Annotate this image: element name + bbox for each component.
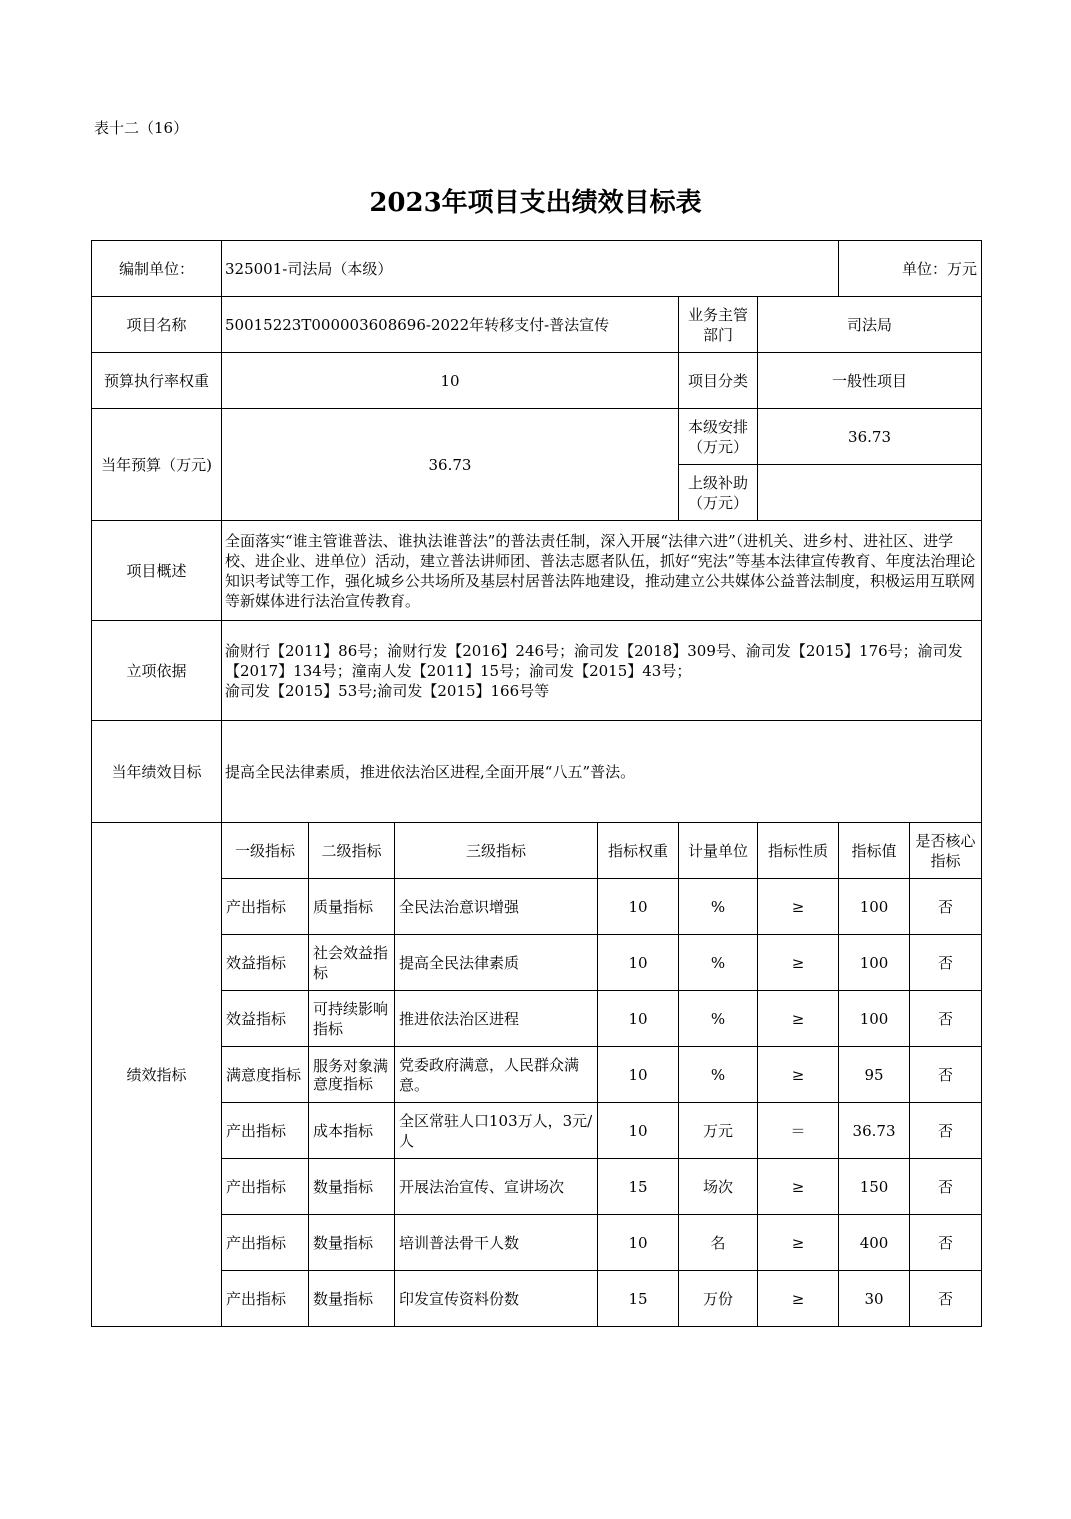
goal-value: 提高全民法律素质，推进依法治区进程,全面开展“八五”普法。 (222, 721, 982, 823)
overview-value: 全面落实“谁主管谁普法、谁执法谁普法”的普法责任制，深入开展“法律六进”（进机关、进乡村、进社区、进学校、进企业、进单位）活动，建立普法讲师团、普法志愿者队伍，抓好“宪法”等基本法律宣传教育、年度法治理论知识考试等工作，强化城乡公共场所及基层村居普法阵地建设，推动建立公共媒体公益普法制度，积极运用互联网等新媒体进行法治宣传教育。 (222, 521, 982, 621)
cell-l3: 开展法治宣传、宣讲场次 (395, 1159, 598, 1215)
cell-value: 100 (839, 935, 910, 991)
cell-l2: 数量指标 (309, 1271, 395, 1327)
cell-nature: ≥ (758, 1215, 839, 1271)
cell-weight: 15 (598, 1159, 679, 1215)
cell-core: 否 (910, 879, 982, 935)
table-row (92, 1047, 982, 1103)
table-row (92, 1271, 982, 1327)
cell-l3: 提高全民法律素质 (395, 935, 598, 991)
budget-label: 当年预算（万元) (92, 409, 222, 521)
cell-nature: ≥ (758, 1271, 839, 1327)
cell-l2: 服务对象满意度指标 (309, 1047, 395, 1103)
table-row (92, 991, 982, 1047)
cell-weight: 10 (598, 879, 679, 935)
budget-value: 36.73 (222, 409, 679, 521)
column-header: 指标性质 (758, 823, 839, 879)
column-header: 指标值 (839, 823, 910, 879)
cell-value: 100 (839, 879, 910, 935)
cell-weight: 10 (598, 1103, 679, 1159)
performance-table (91, 240, 982, 1327)
cell-l3: 全区常驻人口103万人，3元/人 (395, 1103, 598, 1159)
local-value: 36.73 (758, 409, 982, 465)
cell-core: 否 (910, 1215, 982, 1271)
indicators-section-label: 绩效指标 (92, 823, 222, 1327)
cell-l1: 产出指标 (222, 879, 309, 935)
cell-l2: 社会效益指标 (309, 935, 395, 991)
cell-l1: 产出指标 (222, 1215, 309, 1271)
cell-l1: 产出指标 (222, 1103, 309, 1159)
cell-core: 否 (910, 1271, 982, 1327)
column-header: 指标权重 (598, 823, 679, 879)
cell-core: 否 (910, 1047, 982, 1103)
cell-l1: 产出指标 (222, 1159, 309, 1215)
cell-unit: 万份 (679, 1271, 758, 1327)
cell-unit: % (679, 1047, 758, 1103)
upper-label: 上级补助（万元） (679, 465, 758, 521)
dept-value: 司法局 (758, 297, 982, 353)
cell-l3: 推进依法治区进程 (395, 991, 598, 1047)
cell-l3: 党委政府满意，人民群众满意。 (395, 1047, 598, 1103)
page-title: 2023年项目支出绩效目标表 (369, 188, 702, 218)
cell-l3: 全民法治意识增强 (395, 879, 598, 935)
unit-label: 编制单位： (92, 241, 222, 297)
basis-line-1: 渝财行【2011】86号；渝财行发【2016】246号；渝司发【2018】309号、渝司发【2015】176号；渝司发【2017】134号；潼南人发【2011】15号；渝司发【2015】43号； (225, 641, 963, 680)
category-value: 一般性项目 (758, 353, 982, 409)
cell-l1: 效益指标 (222, 935, 309, 991)
basis-line-2: 渝司发【2015】53号;渝司发【2015】166号等 (225, 681, 550, 700)
cell-l2: 数量指标 (309, 1215, 395, 1271)
cell-core: 否 (910, 935, 982, 991)
cell-l1: 满意度指标 (222, 1047, 309, 1103)
cell-unit: % (679, 991, 758, 1047)
column-header: 二级指标 (309, 823, 395, 879)
cell-value: 95 (839, 1047, 910, 1103)
cell-l3: 印发宣传资料份数 (395, 1271, 598, 1327)
cell-value: 30 (839, 1271, 910, 1327)
cell-value: 100 (839, 991, 910, 1047)
cell-value: 150 (839, 1159, 910, 1215)
cell-core: 否 (910, 991, 982, 1047)
cell-nature: ＝ (758, 1103, 839, 1159)
table-row (92, 935, 982, 991)
table-code: 表十二（16） (94, 119, 189, 137)
project-name-label: 项目名称 (92, 297, 222, 353)
unit-value: 325001-司法局（本级） (222, 241, 839, 297)
cell-weight: 10 (598, 935, 679, 991)
category-label: 项目分类 (679, 353, 758, 409)
cell-nature: ≥ (758, 935, 839, 991)
cell-unit: % (679, 935, 758, 991)
upper-value (758, 465, 982, 521)
cell-nature: ≥ (758, 1159, 839, 1215)
cell-weight: 10 (598, 1047, 679, 1103)
weight-label: 预算执行率权重 (92, 353, 222, 409)
cell-nature: ≥ (758, 879, 839, 935)
column-header: 是否核心指标 (910, 823, 982, 879)
cell-value: 400 (839, 1215, 910, 1271)
cell-weight: 10 (598, 1215, 679, 1271)
overview-label: 项目概述 (92, 521, 222, 621)
weight-value: 10 (222, 353, 679, 409)
cell-unit: % (679, 879, 758, 935)
cell-unit: 万元 (679, 1103, 758, 1159)
table-row (92, 1103, 982, 1159)
goal-label: 当年绩效目标 (92, 721, 222, 823)
cell-weight: 15 (598, 1271, 679, 1327)
cell-l2: 数量指标 (309, 1159, 395, 1215)
cell-unit: 名 (679, 1215, 758, 1271)
table-row (92, 879, 982, 935)
column-header: 三级指标 (395, 823, 598, 879)
table-row (92, 1215, 982, 1271)
table-row (92, 1159, 982, 1215)
column-header: 一级指标 (222, 823, 309, 879)
cell-value: 36.73 (839, 1103, 910, 1159)
basis-label: 立项依据 (92, 621, 222, 721)
cell-l1: 效益指标 (222, 991, 309, 1047)
dept-label: 业务主管部门 (679, 297, 758, 353)
column-header: 计量单位 (679, 823, 758, 879)
cell-l2: 质量指标 (309, 879, 395, 935)
cell-core: 否 (910, 1159, 982, 1215)
cell-l3: 培训普法骨干人数 (395, 1215, 598, 1271)
cell-l1: 产出指标 (222, 1271, 309, 1327)
basis-value (222, 621, 982, 721)
cell-weight: 10 (598, 991, 679, 1047)
cell-l2: 成本指标 (309, 1103, 395, 1159)
cell-core: 否 (910, 1103, 982, 1159)
cell-nature: ≥ (758, 991, 839, 1047)
cell-l2: 可持续影响指标 (309, 991, 395, 1047)
project-name-value: 50015223T000003608696-2022年转移支付-普法宣传 (222, 297, 679, 353)
money-unit: 单位：万元 (839, 241, 982, 297)
local-label: 本级安排（万元） (679, 409, 758, 465)
cell-unit: 场次 (679, 1159, 758, 1215)
cell-nature: ≥ (758, 1047, 839, 1103)
